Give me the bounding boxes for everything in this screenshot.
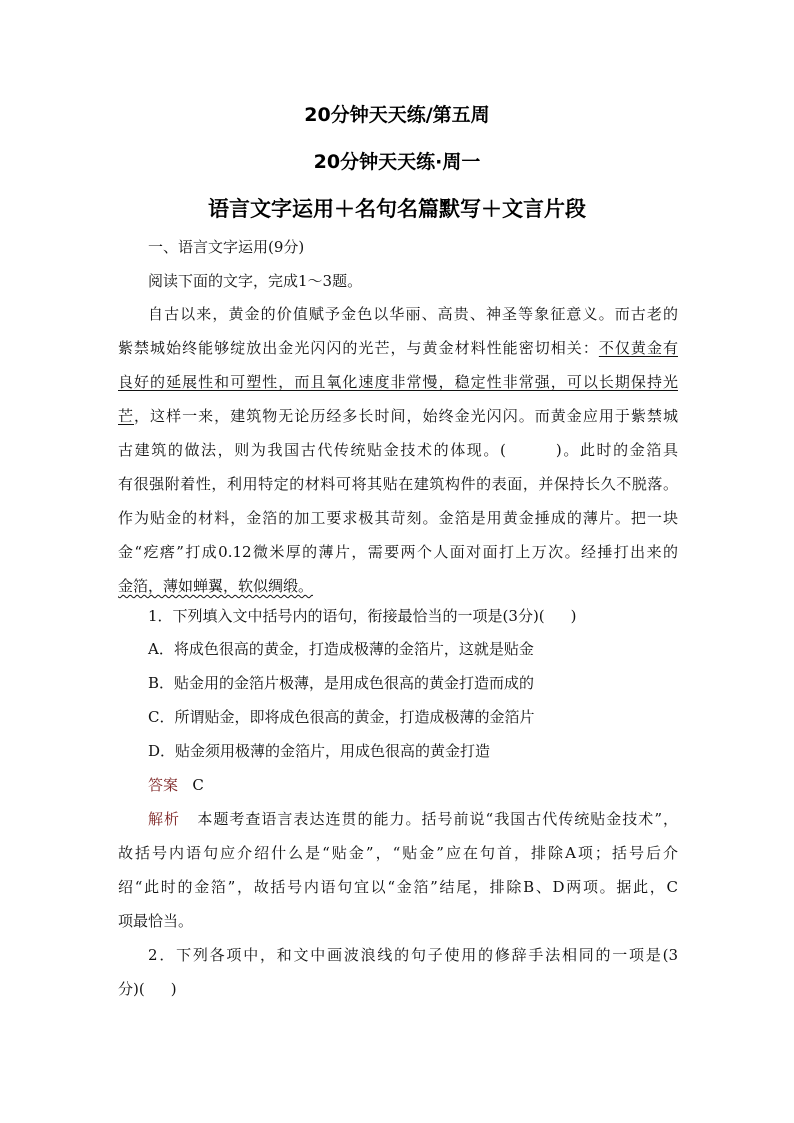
answer-label: 答案: [148, 776, 179, 794]
underlined-sentence: 不仅黄金有: [598, 339, 678, 357]
question-text: 分)(: [118, 980, 145, 998]
question-text: 1．下列填入文中括号内的语句，衔接最恰当的一项是(3分)(: [148, 607, 545, 625]
question-1-stem: [148, 604, 708, 628]
analysis-line: 绍“此时的金箔”，故括号内语句宜以“金箔”结尾，排除B、D两项。据此，C: [118, 878, 678, 896]
option-b: B．贴金用的金箔片极薄，是用成色很高的黄金打造而成的: [148, 674, 535, 692]
question-2-stem-cont: [118, 977, 678, 1001]
passage-line: 自古以来，黄金的价值赋予金色以华丽、高贵、神圣等象征意义。而古老的: [148, 305, 678, 323]
option-c: C．所谓贴金，即将成色很高的黄金，打造成极薄的金箔片: [148, 708, 535, 726]
passage-line: [118, 404, 678, 428]
answer-line: [148, 773, 708, 797]
passage-line: [118, 370, 678, 394]
question-text: ): [170, 980, 177, 998]
page-title: 20分钟天天练/第五周: [304, 104, 490, 126]
section-topic-title: 语言文字运用＋名句名篇默写＋文言片段: [208, 197, 586, 221]
passage-text: 紫禁城始终能够绽放出金光闪闪的光芒，与黄金材料性能密切相关：: [118, 339, 599, 357]
underlined-sentence: 良好的延展性和可塑性，而且氧化速度非常慢，稳定性非常强，可以长期保持光: [118, 373, 678, 391]
passage-line: [118, 574, 678, 598]
underlined-sentence: 芒: [118, 407, 135, 425]
analysis-label: 解析: [148, 810, 181, 828]
passage-text: ，这样一来，建筑物无论历经多长时间，始终金光闪闪。而黄金应用于紫禁城: [134, 407, 678, 425]
passage-line: 金“疙瘩”打成0.12微米厚的薄片，需要两个人面对面打上万次。经捶打出来的: [118, 543, 678, 561]
analysis-line: [148, 807, 678, 831]
question-text: ): [570, 607, 577, 625]
question-2-stem: 2．下列各项中，和文中画波浪线的句子使用的修辞手法相同的一项是(3: [148, 946, 678, 964]
analysis-line: 项最恰当。: [118, 912, 194, 930]
wavy-underlined-sentence: 金箔，薄如蝉翼，软似绸缎。: [118, 577, 314, 595]
answer-value: C: [192, 776, 204, 794]
option-d: D．贴金须用极薄的金箔片，用成色很高的黄金打造: [148, 742, 491, 760]
section-heading: 一、语言文字运用(9分): [148, 238, 305, 256]
passage-line: 作为贴金的材料，金箔的加工要求极其苛刻。金箔是用黄金捶成的薄片。把一块: [118, 509, 678, 527]
page-subtitle: 20分钟天天练·周一: [313, 151, 481, 173]
passage-line: 有很强附着性，利用特定的材料可将其贴在建筑构件的表面，并保持长久不脱落。: [118, 475, 678, 493]
passage-line: [118, 336, 678, 360]
reading-instruction: 阅读下面的文字，完成1～3题。: [148, 272, 363, 290]
passage-text: )。此时的金箔具: [555, 441, 678, 459]
passage-text: 古建筑的做法，则为我国古代传统贴金技术的体现。(: [118, 441, 506, 459]
passage-line: [118, 438, 678, 462]
analysis-line: 故括号内语句应介绍什么是“贴金”，“贴金”应在句首，排除A项；括号后介: [118, 844, 678, 862]
analysis-text: 本题考查语言表达连贯的能力。括号前说“我国古代传统贴金技术”，: [197, 810, 678, 828]
option-a: A．将成色很高的黄金，打造成极薄的金箔片，这就是贴金: [148, 640, 534, 658]
